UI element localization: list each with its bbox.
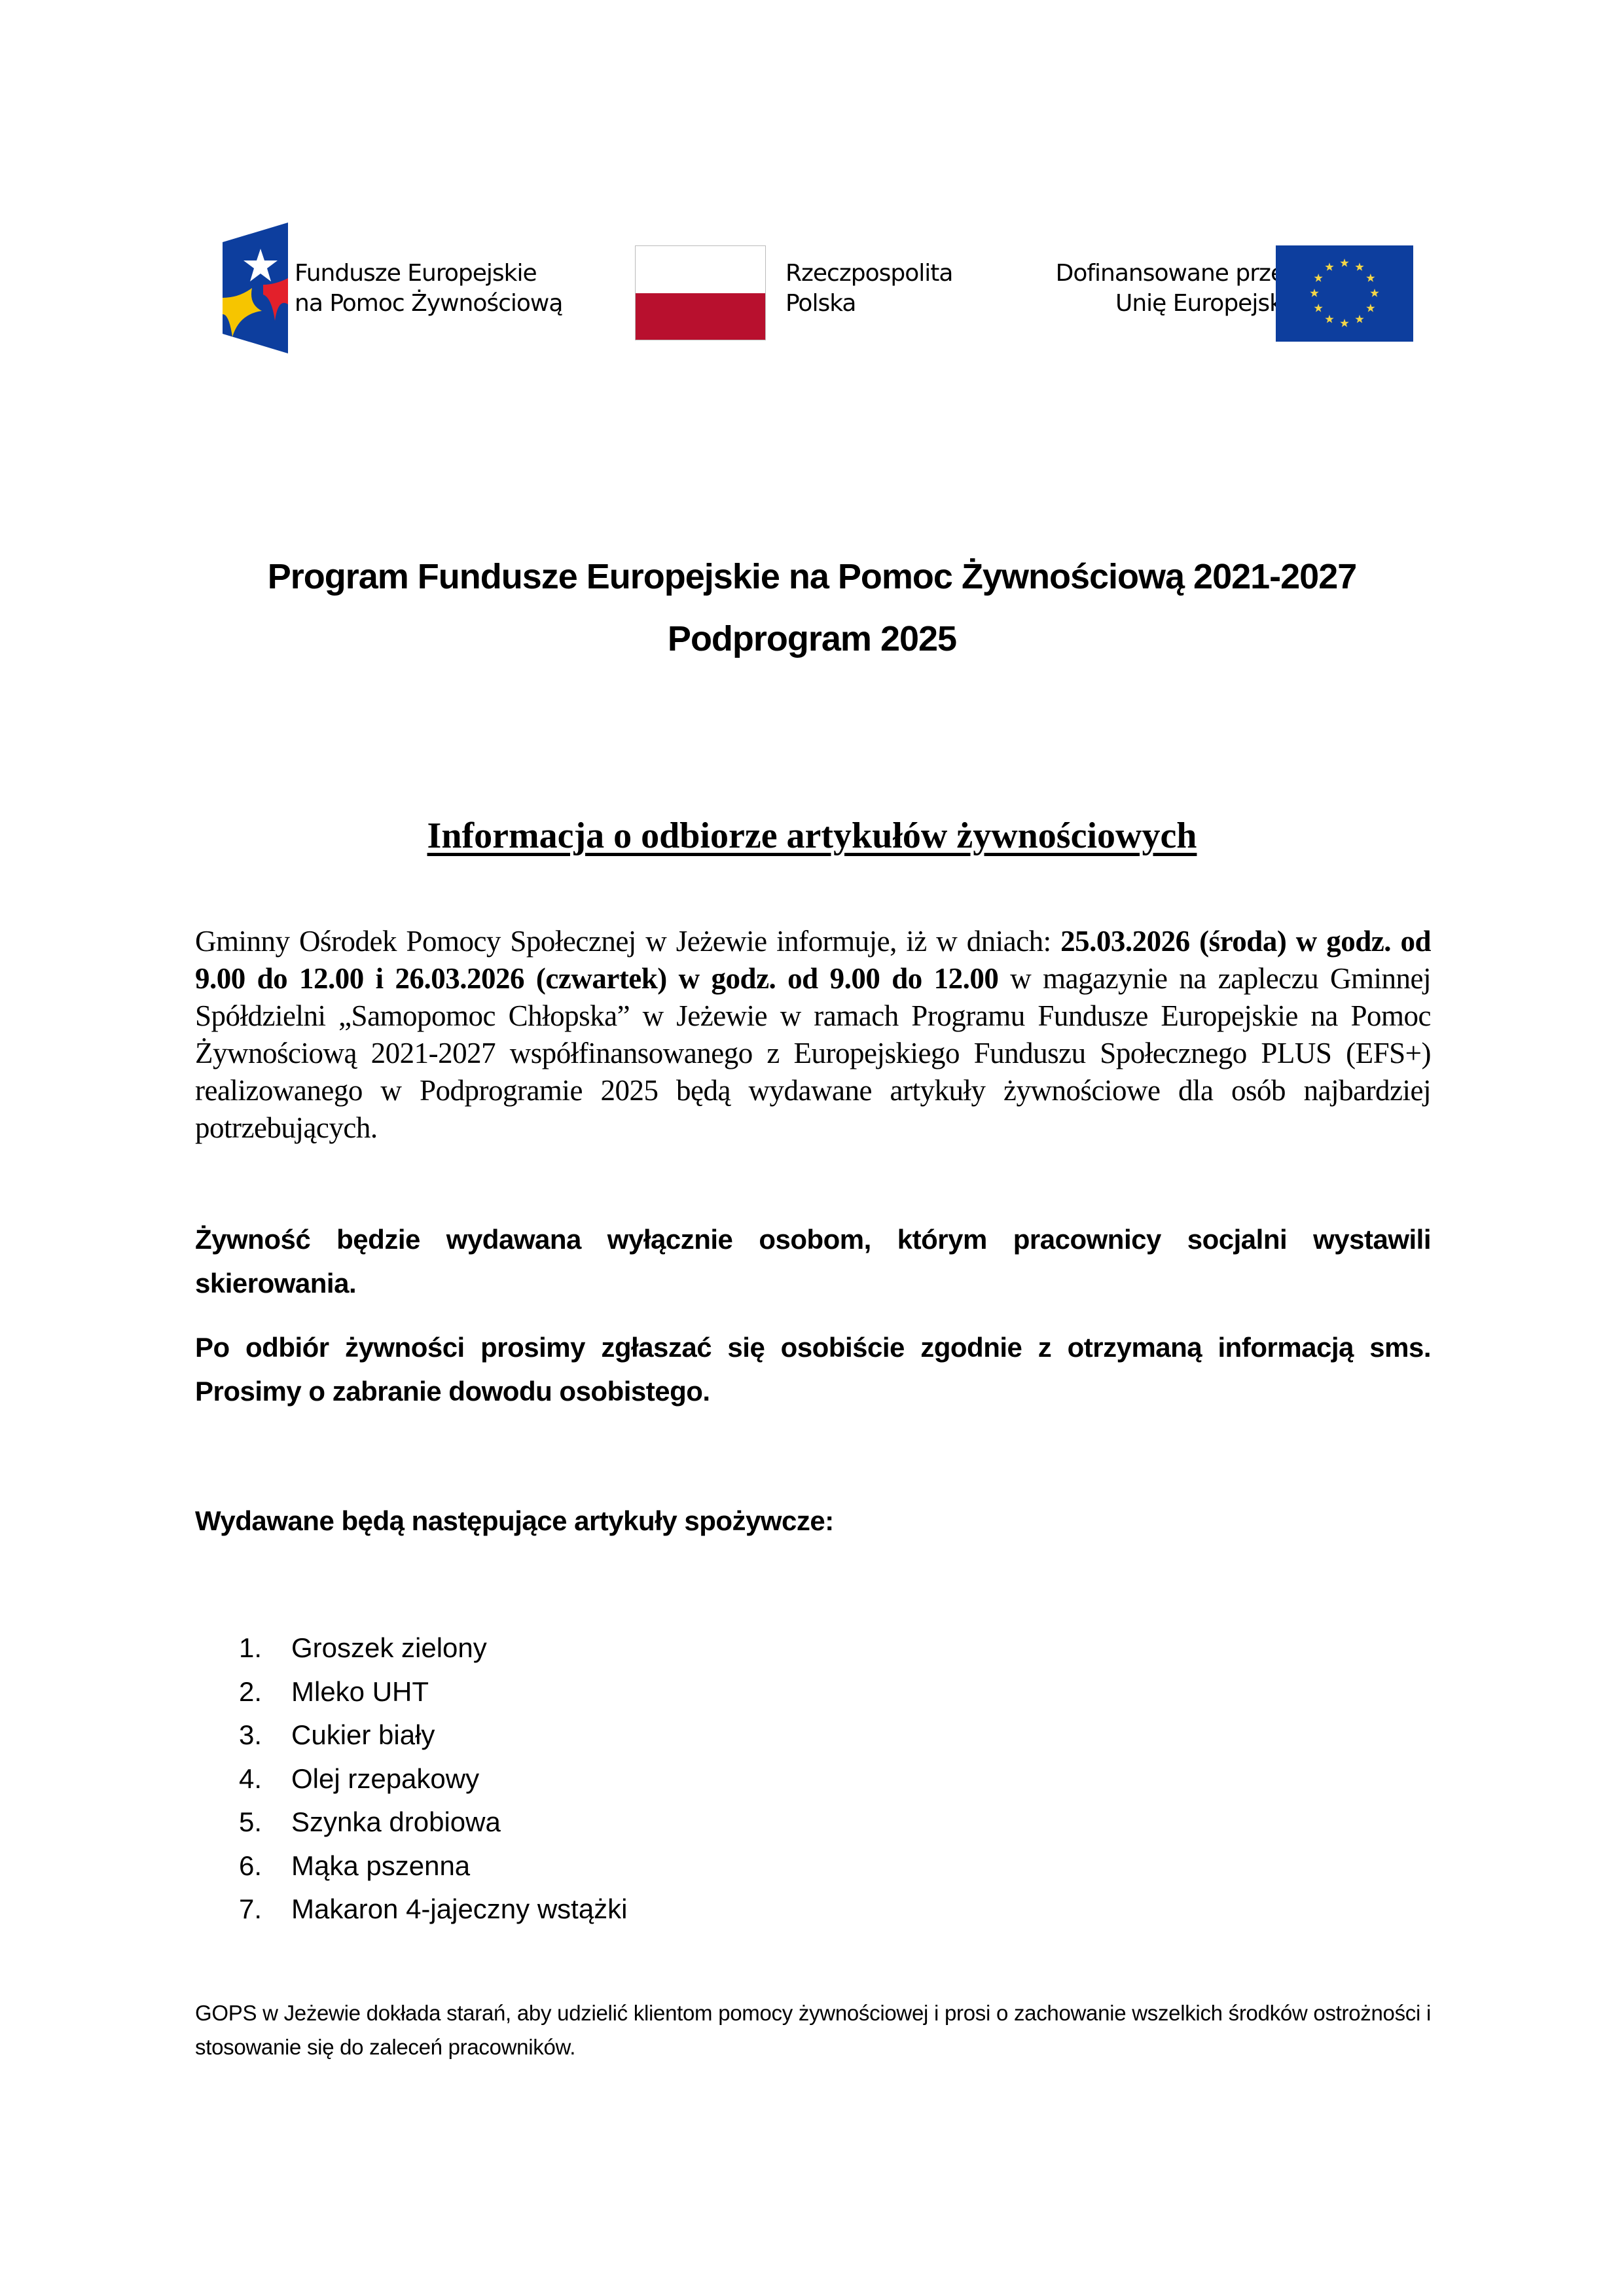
eu-star-icon [1340, 319, 1348, 327]
item-number: 2. [239, 1676, 262, 1707]
eu-star-icon [1314, 304, 1323, 312]
fe-logo-line2: na Pomoc Żywnościową [295, 290, 563, 317]
item-label: Mleko UHT [291, 1676, 429, 1707]
fe-logo-line1: Fundusze Europejskie [295, 260, 537, 287]
notice-heading [0, 815, 1624, 857]
eu-star-icon [1325, 315, 1333, 323]
eu-star-icon [1366, 304, 1375, 312]
list-item [239, 1801, 628, 1844]
item-number: 1. [239, 1632, 262, 1663]
rp-logo-text [785, 259, 952, 319]
pickup-text: Po odbiór żywności prosimy zgłaszać się osobiście zgodnie z otrzymaną informacją sms. Prosimy o zabranie dowodu osobistego. [195, 1332, 1431, 1407]
item-label: Cukier biały [291, 1719, 435, 1750]
eu-flag-icon [1276, 245, 1413, 342]
rp-logo-line1: Rzeczpospolita [785, 260, 953, 287]
list-item [239, 1626, 628, 1670]
item-number: 5. [239, 1806, 262, 1837]
list-item [239, 1757, 628, 1801]
eligibility-text: Żywność będzie wydawana wyłącznie osobom, którym pracownicy socjalni wystawili skierowania. [195, 1224, 1431, 1299]
notice-rest: w magazynie na zapleczu Gminnej Spółdzielni „Samopomoc Chłopska” w Jeżewie w ramach Programu Fundusze Europejskie na Pomoc Żywnościową 2021-2027 współfinansowanego z Europejskiego Funduszu Społecznego PLUS (EFS+) realizowanego w Podprogramie 2025 będą wydawane artykuły żywnościowe dla osób najbardziej potrzebujących. [195, 962, 1431, 1144]
notice-paragraph [195, 923, 1431, 1147]
list-item [239, 1713, 628, 1757]
item-label: Groszek zielony [291, 1632, 487, 1663]
item-label: Makaron 4-jajeczny wstążki [291, 1893, 628, 1924]
item-label: Olej rzepakowy [291, 1763, 480, 1794]
fe-logo-text [295, 259, 562, 319]
footer-note: GOPS w Jeżewie dokłada starań, aby udzielić klientom pomocy żywnościowej i prosi o zachowanie wszelkich środków ostrożności i stosowanie się do zaleceń pracowników. [195, 2001, 1431, 2059]
eu-star-icon [1366, 274, 1375, 282]
notice-dates: 25.03.2026 (środa) w godz. od 9.00 do 12.00 i 26.03.2026 (czwartek) w godz. od 9.00 do 12.00 [195, 925, 1431, 995]
items-heading: Wydawane będą następujące artykuły spożywcze: [195, 1505, 834, 1536]
item-number: 7. [239, 1893, 262, 1924]
eu-logo-line1: Dofinansowane przez [1055, 260, 1296, 287]
program-title: Program Fundusze Europejskie na Pomoc Żywnościową 2021-2027 [267, 557, 1357, 596]
list-item [239, 1670, 628, 1714]
item-number: 3. [239, 1719, 262, 1750]
eu-logo-line2: Unię Europejską [1115, 290, 1296, 317]
rp-logo-line2: Polska [785, 290, 856, 317]
eu-star-icon [1355, 315, 1363, 323]
notice-heading-text: Informacja o odbiorze artykułów żywnościowych [427, 816, 1197, 856]
eu-star-icon [1325, 262, 1333, 271]
item-number: 4. [239, 1763, 262, 1794]
eu-star-icon [1310, 289, 1318, 297]
food-items-list [239, 1626, 628, 1931]
eu-star-icon [1314, 274, 1323, 282]
notice-intro: Gminny Ośrodek Pomocy Społecznej w Jeżewie informuje, iż w dniach: [195, 925, 1061, 958]
eu-star-icon [1370, 289, 1379, 297]
eu-logo-text [969, 259, 1296, 319]
polish-flag-icon [635, 245, 766, 340]
eu-star-icon [1355, 262, 1363, 271]
eu-star-icon [1340, 259, 1348, 267]
list-item [239, 1844, 628, 1888]
item-number: 6. [239, 1850, 262, 1881]
item-label: Szynka drobiowa [291, 1806, 501, 1837]
list-item [239, 1888, 628, 1931]
item-label: Mąka pszenna [291, 1850, 471, 1881]
fe-stars-logo-icon [223, 223, 288, 353]
logo-bar [216, 223, 1414, 360]
subprogram-title: Podprogram 2025 [667, 619, 957, 658]
